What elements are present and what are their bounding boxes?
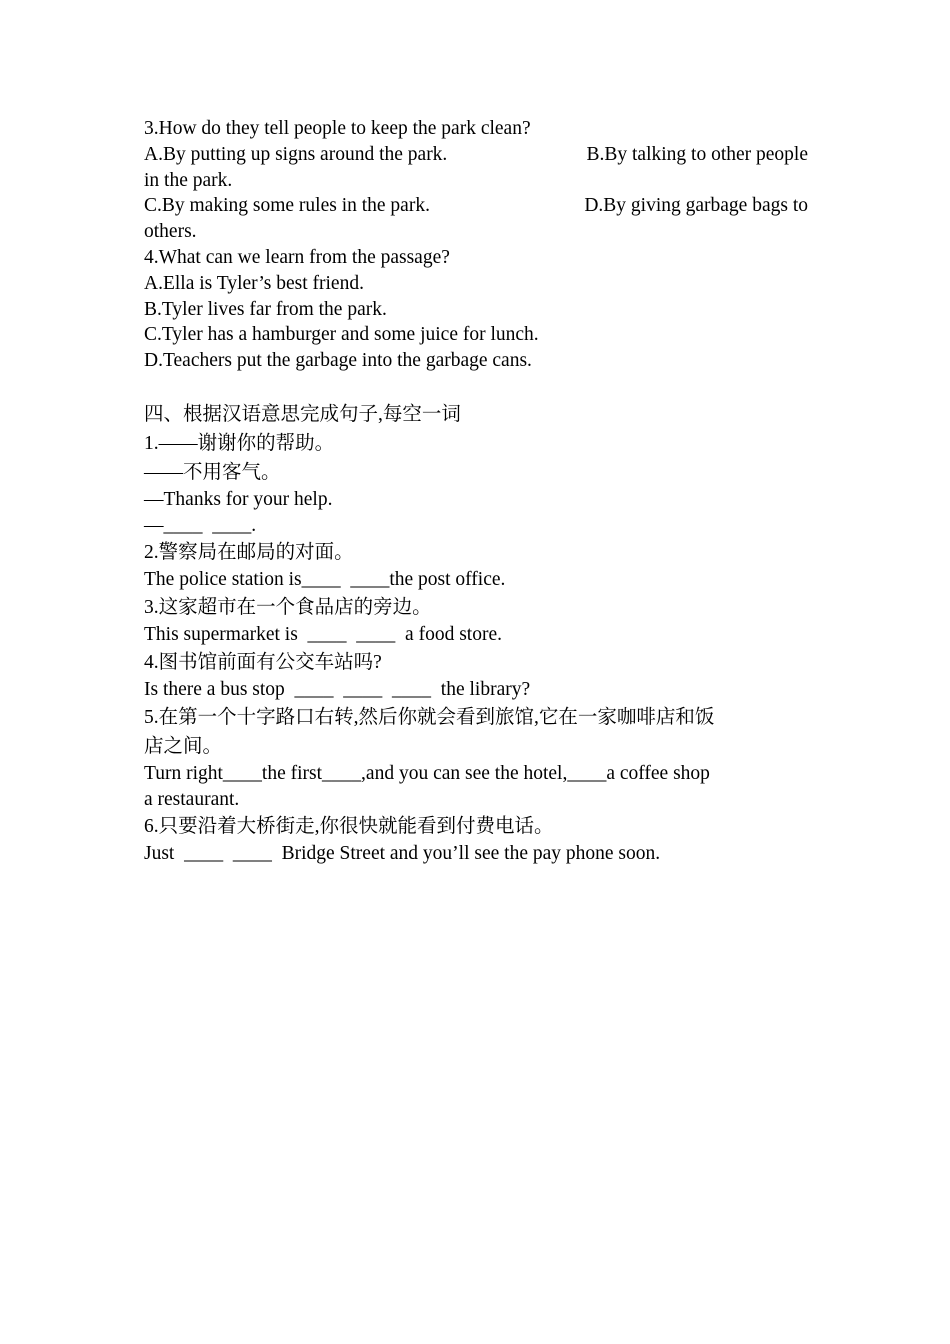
item-1-english: —Thanks for your help.: [144, 488, 333, 510]
question-4-stem: 4.What can we learn from the passage?: [144, 246, 450, 268]
question-3-option-d: D.By giving garbage bags to: [584, 195, 808, 217]
item-5-chinese-cont: 店之间。: [144, 735, 223, 757]
item-1-english-reply: —____ ____.: [144, 514, 257, 536]
question-3-option-b-cont: in the park.: [144, 169, 233, 191]
item-5-english-cont: a restaurant.: [144, 788, 240, 810]
item-3-chinese: 3.这家超市在一个食品店的旁边。: [144, 597, 432, 619]
question-3-option-c: C.By making some rules in the park.: [144, 195, 430, 217]
question-4-option-d: D.Teachers put the garbage into the garbage cans.: [144, 350, 532, 372]
question-3-option-a: A.By putting up signs around the park.: [144, 143, 448, 165]
item-2-english: The police station is____ ____the post office.: [144, 569, 506, 591]
question-3-option-d-cont: others.: [144, 221, 197, 243]
item-1-chinese-reply: ——不用客气。: [144, 461, 281, 483]
section-4-heading: 四、根据汉语意思完成句子,每空一词: [144, 403, 461, 425]
question-4-option-b: B.Tyler lives far from the park.: [144, 298, 387, 320]
question-3-option-b: B.By talking to other people: [586, 143, 808, 165]
worksheet-page: [144, 116, 808, 867]
question-3-options-ab: [144, 142, 808, 168]
question-3-options-cd: [144, 193, 808, 219]
section-gap: [144, 374, 808, 400]
item-3-english: This supermarket is ____ ____ a food store.: [144, 624, 502, 646]
item-6-chinese: 6.只要沿着大桥街走,你很快就能看到付费电话。: [144, 816, 554, 838]
item-4-english: Is there a bus stop ____ ____ ____ the library?: [144, 678, 531, 700]
question-3-stem: 3.How do they tell people to keep the park clean?: [144, 118, 531, 139]
item-5-chinese: 5.在第一个十字路口右转,然后你就会看到旅馆,它在一家咖啡店和饭: [144, 706, 715, 728]
question-4-option-c: C.Tyler has a hamburger and some juice for lunch.: [144, 324, 539, 346]
item-4-chinese: 4.图书馆前面有公交车站吗?: [144, 651, 382, 673]
item-6-english: Just ____ ____ Bridge Street and you’ll see the pay phone soon.: [144, 843, 661, 865]
item-5-english-text: Turn right____the first____,and you can see the hotel,____a coffee shop: [144, 762, 710, 784]
item-5-english: [144, 761, 808, 787]
item-2-chinese: 2.警察局在邮局的对面。: [144, 542, 354, 564]
item-1-chinese: 1.——谢谢你的帮助。: [144, 432, 335, 454]
question-4-option-a: A.Ella is Tyler’s best friend.: [144, 272, 364, 294]
